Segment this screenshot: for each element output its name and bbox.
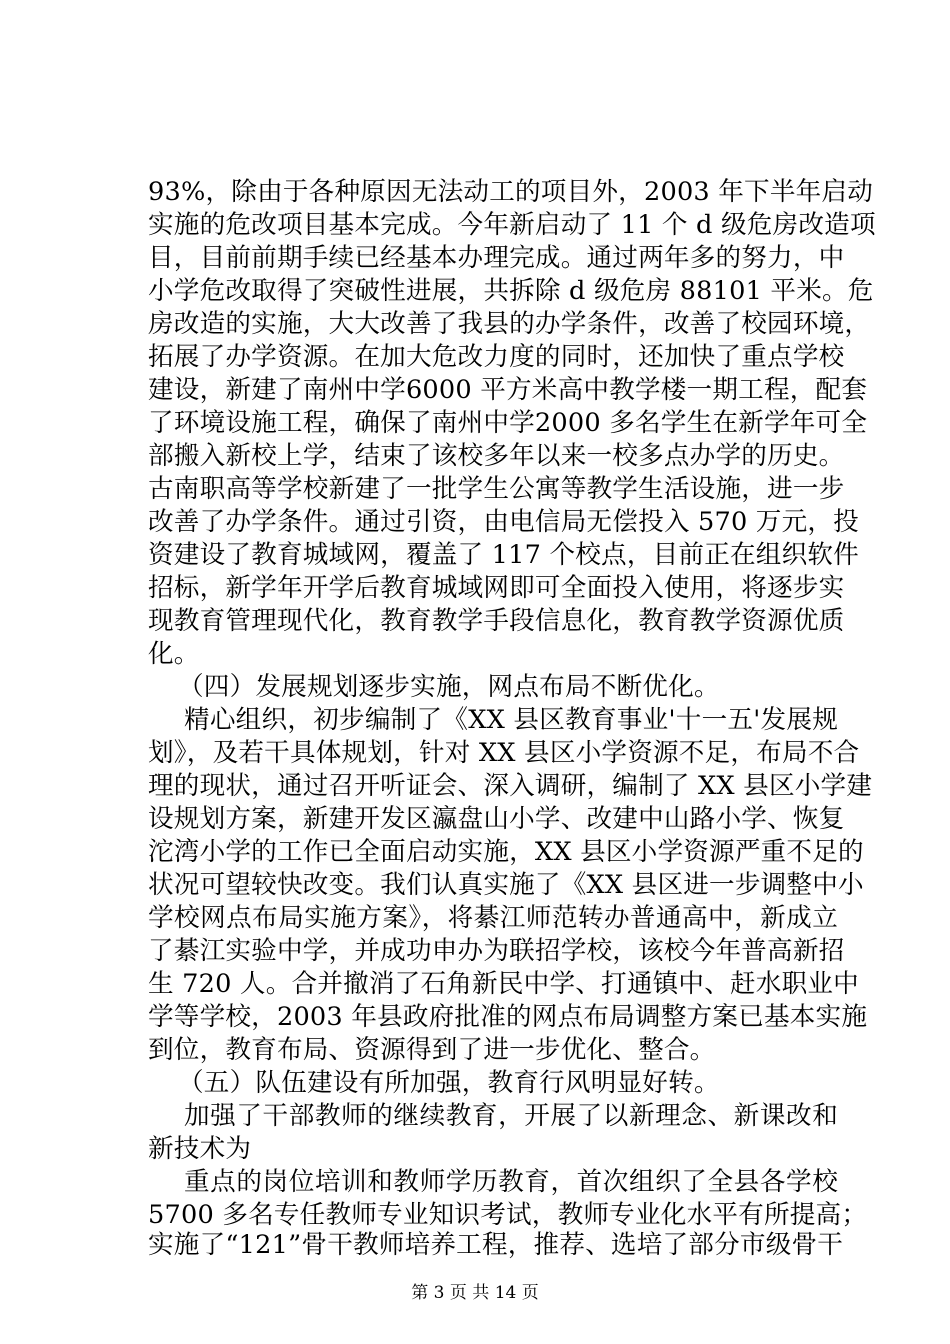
- text-line: 现教育管理现代化，教育教学手段信息化，教育教学资源优质: [148, 606, 845, 636]
- paragraph-first-line: 重点的岗位培训和教师学历教育，首次组织了全县各学校: [184, 1167, 838, 1197]
- text-line: 拓展了办学资源。在加大危改力度的同时，还加快了重点学校: [148, 342, 845, 372]
- text-line: 状况可望较快改变。我们认真实施了《XX 县区进一步调整中小: [148, 870, 864, 900]
- text-line: 学校网点布局实施方案》，将綦江师范转办普通高中，新成立: [148, 903, 838, 933]
- text-line: 93%，除由于各种原因无法动工的项目外，2003 年下半年启动: [148, 177, 874, 207]
- text-line: 生 720 人。合并撤消了石角新民中学、打通镇中、赶水职业中: [148, 969, 859, 999]
- text-line: 改善了办学条件。通过引资，由电信局无偿投入 570 万元，投: [148, 507, 859, 537]
- text-line: 5700 多名专任教师专业知识考试，教师专业化水平有所提高；: [148, 1200, 868, 1230]
- text-line: 划》，及若干具体规划，针对 XX 县区小学资源不足，布局不合: [148, 738, 860, 768]
- text-line: 学等学校，2003 年县政府批准的网点布局调整方案已基本实施: [148, 1002, 868, 1032]
- text-line: 沱湾小学的工作已全面启动实施，XX 县区小学资源严重不足的: [148, 837, 864, 867]
- text-line: 理的现状，通过召开听证会、深入调研，编制了 XX 县区小学建: [148, 771, 873, 801]
- text-line: 了綦江实验中学，并成功申办为联招学校，该校今年普高新招: [148, 936, 845, 966]
- text-line: 目，目前前期手续已经基本办理完成。通过两年多的努力，中: [148, 243, 845, 273]
- text-line: 到位，教育布局、资源得到了进一步优化、整合。: [148, 1035, 716, 1065]
- text-line: 古南职高等学校新建了一批学生公寓等教学生活设施，进一步: [148, 474, 845, 504]
- text-line: 了环境设施工程，确保了南州中学2000 多名学生在新学年可全: [148, 408, 868, 438]
- section-heading: （五）队伍建设有所加强，教育行风明显好转。: [178, 1068, 720, 1098]
- text-line: 资建设了教育城域网，覆盖了 117 个校点，目前正在组织软件: [148, 540, 859, 570]
- paragraph-first-line: 精心组织，初步编制了《XX 县区教育事业'十一五'发展规: [184, 705, 838, 735]
- text-line: 招标，新学年开学后教育城域网即可全面投入使用，将逐步实: [148, 573, 845, 603]
- text-line: 实施了“121”骨干教师培养工程，推荐、选培了部分市级骨干: [148, 1230, 844, 1260]
- text-line: 房改造的实施，大大改善了我县的办学条件，改善了校园环境，: [148, 309, 871, 339]
- page-footer: 第 3 页 共 14 页: [411, 1283, 539, 1303]
- text-line: 部搬入新校上学，结束了该校多年以来一校多点办学的历史。: [148, 441, 845, 471]
- text-line: 建设，新建了南州中学6000 平方米高中教学楼一期工程，配套: [148, 375, 868, 405]
- text-line: 新技术为: [148, 1134, 252, 1164]
- text-line: 实施的危改项目基本完成。今年新启动了 11 个 d 级危房改造项: [148, 210, 876, 240]
- text-line: 设规划方案，新建开发区瀛盘山小学、改建中山路小学、恢复: [148, 804, 845, 834]
- section-heading: （四）发展规划逐步实施，网点布局不断优化。: [178, 672, 720, 702]
- text-line: 化。: [148, 639, 200, 669]
- paragraph-first-line: 加强了干部教师的继续教育，开展了以新理念、新课改和: [184, 1101, 838, 1131]
- text-line: 小学危改取得了突破性进展，共拆除 d 级危房 88101 平米。危: [148, 276, 874, 306]
